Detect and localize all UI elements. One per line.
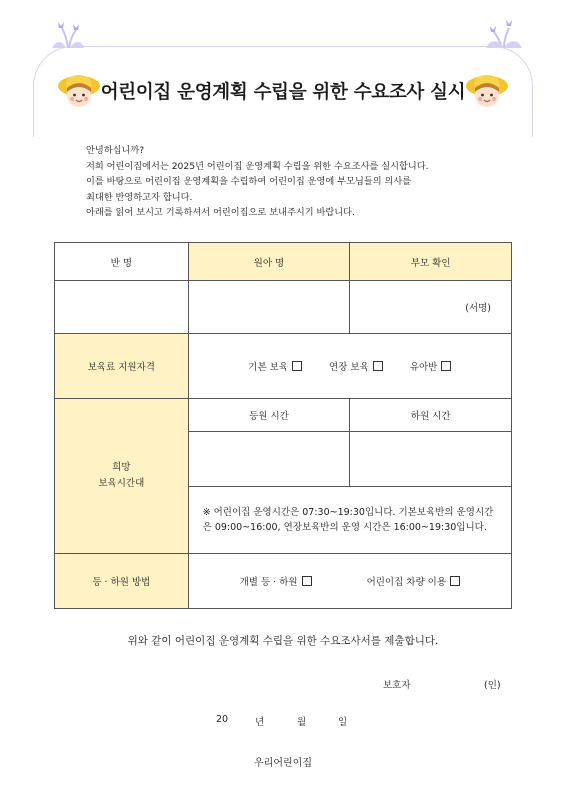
parent-confirm-header: 부모 확인 <box>350 243 512 281</box>
seal-label: (인) <box>484 680 501 691</box>
intro-line: 이를 바탕으로 어린이집 운영계획을 수립하여 어린이집 운영에 부모님들의 의사를 <box>86 176 412 187</box>
option-basic-care[interactable] <box>248 359 302 373</box>
date-year-unit: 년 <box>255 717 265 728</box>
commute-method-label: 등 · 하원 방법 <box>55 554 189 609</box>
guardian-label: 보호자 <box>383 680 411 691</box>
class-name-field[interactable] <box>55 281 189 334</box>
operating-hours-note: ※ 어린이집 운영시간은 07:30~19:30입니다. 기본보육반의 운영시간은 09:00~16:00, 연장보육반의 운영 시간은 16:00~19:30입니다. <box>188 487 511 554</box>
basic-care-checkbox[interactable] <box>292 361 302 371</box>
option-label: 기본 보육 <box>248 362 289 373</box>
commute-method-options <box>188 554 511 609</box>
option-individual-commute[interactable] <box>240 574 312 588</box>
preschool-checkbox[interactable] <box>441 361 451 371</box>
intro-line: 아래를 읽어 보시고 기록하셔서 어린이집으로 보내주시기 바랍니다. <box>86 207 355 218</box>
option-label: 어린이집 차량 이용 <box>366 577 447 588</box>
child-name-field[interactable] <box>188 281 350 334</box>
desired-hours-label-line2: 보육시간대 <box>98 478 145 489</box>
qualification-options <box>188 334 511 399</box>
intro-line: 안녕하십니까? <box>86 145 145 156</box>
intro-line: 저희 어린이집에서는 2025년 어린이집 운영계획 수립을 위한 수요조사를 실시합니다. <box>86 160 429 172</box>
date-year: 20 <box>216 714 229 725</box>
school-name: 우리어린이집 <box>254 758 312 769</box>
flower-icon <box>484 16 524 50</box>
individual-commute-checkbox[interactable] <box>302 576 312 586</box>
survey-form-table <box>54 242 512 609</box>
page-title: 어린이집 운영계획 수립을 위한 수요조사 실시 <box>100 82 466 103</box>
desired-hours-label-line1: 희망 <box>112 462 131 473</box>
option-shuttle-bus[interactable] <box>367 574 460 588</box>
extended-care-checkbox[interactable] <box>373 361 383 371</box>
option-label: 개별 등 · 하원 <box>239 577 298 588</box>
parent-signature-field[interactable] <box>350 281 512 334</box>
shuttle-bus-checkbox[interactable] <box>450 576 460 586</box>
class-name-header: 반 명 <box>55 243 189 281</box>
option-preschool[interactable] <box>410 359 452 373</box>
date-day-unit: 일 <box>338 717 348 728</box>
date-month-unit: 월 <box>297 717 307 728</box>
signature-label: (서명) <box>465 303 491 314</box>
intro-text <box>86 143 506 221</box>
option-label: 유아반 <box>409 362 438 373</box>
submit-statement: 위와 같이 어린이집 운영계획 수립을 위한 수요조사서를 제출합니다. <box>127 635 439 647</box>
flower-icon <box>48 14 88 50</box>
desired-hours-label <box>55 399 189 554</box>
arrival-time-header: 등원 시간 <box>188 399 350 432</box>
option-label: 연장 보육 <box>329 362 369 373</box>
child-name-header: 원아 명 <box>188 243 350 281</box>
departure-time-field[interactable] <box>350 432 512 487</box>
departure-time-header: 하원 시간 <box>350 399 512 432</box>
option-extended-care[interactable] <box>329 359 383 373</box>
qualification-label: 보육료 지원자격 <box>55 334 189 399</box>
arrival-time-field[interactable] <box>188 432 350 487</box>
intro-line: 최대한 반영하고자 합니다. <box>86 191 193 203</box>
